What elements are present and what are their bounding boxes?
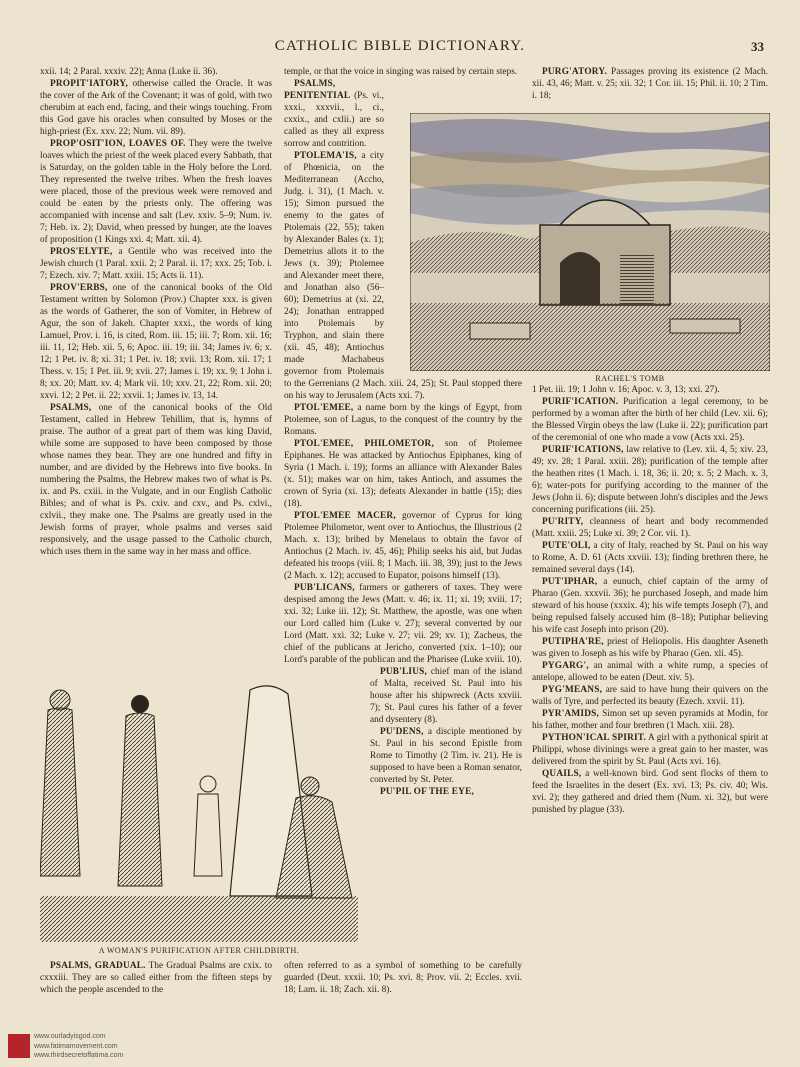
entry-headword: PYTHON'ICAL SPIRIT. — [542, 733, 647, 743]
page-number: 33 — [751, 39, 764, 54]
entry-text: often referred to as a symbol of something to be carefully guarded (Deut. xxxii. 10; Ps. xvi. 8; Prov. vii. 2; Eccles. xvii. 18; Lam. ii. 18; Zach. xii. 8). — [284, 961, 522, 995]
entry-headword: PUB'LICANS, — [294, 583, 355, 593]
entry — [40, 138, 272, 246]
entry — [532, 516, 768, 540]
entry-headword: PTOL'EMEE, PHILOMETOR, — [294, 439, 434, 449]
entry-headword: QUAILS, — [542, 769, 582, 779]
entry-text: priest of Heliopolis. His daughter Aseneth was given to Joseph as his wife by Pharao (Gen. xli. 45). — [532, 637, 768, 659]
entry-text: (Ps. vi., xxxi., xxxvii., l., ci., cxxix., and cxlii.) are so called as they all express sorrow and contrition. — [284, 91, 384, 149]
entry-headword: PURIF'ICATION. — [542, 397, 619, 407]
entry-headword: PYR'AMIDS, — [542, 709, 600, 719]
entry — [284, 960, 522, 996]
entry-headword: PTOL'EMEE MACER, — [294, 511, 396, 521]
entry-headword: PROPIT'IATORY, — [50, 79, 128, 89]
running-title: CATHOLIC BIBLE DICTIONARY. — [274, 38, 526, 54]
footer-url[interactable]: www.fatimamovement.com — [34, 1042, 118, 1050]
entry-text: A girl with a pythonical spirit at Philippi, whose divinings were a great gain to her master, was delivered from the spirit by St. Paul (Acts xvi. 16). — [532, 733, 768, 767]
rachels-tomb-caption: RACHEL'S TOMB — [595, 374, 665, 383]
entry-text: farmers or gatherers of taxes. They were despised among the Jews (Matt. v. 46; ix. 11; xi. 19; xviii. 17; xxi. 32; Luke iii. 12); St. Matthew, the apostle, was one when our Lord called him (Luke v. 27); several converted by our Lord (Matt. xxi. 32; Luke v. 27; vii. 29; xv. 1); Zacheus, the chief of the publicans at Jericho, converted (xix. 1–10); our Lord's parable of the publican and the Pharisee (Luke xviii. 10). — [284, 583, 522, 665]
entry — [532, 684, 768, 708]
entry-headword: PTOLEMA'IS, — [294, 151, 357, 161]
entry-headword: PYGARG', — [542, 661, 589, 671]
rachels-tomb-engraving — [410, 113, 770, 371]
entry-text: a city of Italy, reached by St. Paul on his way to Rome, A. D. 61 (Acts xxviii. 13); finding brethren there, he remained several days (14). — [532, 541, 768, 575]
entry — [40, 960, 272, 996]
page-header — [0, 38, 800, 58]
entry-text: temple, or that the voice in singing was raised by certain steps. — [284, 67, 518, 77]
entry-text: a Gentile who was received into the Jewish church (1 Paral. xxii. 2; 2 Paral. ii. 17; xxx. 25; Tob. i. 7; Ezech. xiv. 7; Matt. xxiii. 15; Acts ii. 11). — [40, 247, 272, 281]
entry-text: a disciple mentioned by St. Paul in his second Epistle from Rome to Timothy (2 Tim. iv. 21). He is supposed to have been a Roman senator, converted by St. Peter. — [370, 727, 522, 785]
entry-text: Passages proving its existence (2 Mach. xii. 43, 46; Matt. v. 25; xii. 32; 1 Cor. iii. 15; Phil. ii. 10; 2 Tim. i. 18; — [532, 67, 768, 101]
entry-text: Purification a legal ceremony, to be performed by a woman after the birth of her child (Lev. xii. 6); the Blessed Virgin obeys the law (Luke ii. 22); purification part of the ceremonial of one who made a vow (Acts xxi. 25). — [532, 397, 768, 443]
entry-text: They were the twelve loaves which the priest of the week placed every Sabbath, that is Saturday, on the golden table in the Holy before the Lord. They represented the twelve tribes. When the fresh loaves were placed, those of the previous week were removed and could be eaten by the priests only. The offering was accompanied with incense and salt (Lev. xxiv. 5–9; Num. iv. 7; Heb. ix. 2); David, when pressed by hunger, ate the loaves of proposition (1 Kings xxi. 4; Matt. xii. 4). — [40, 139, 273, 245]
entry — [40, 282, 272, 402]
entry-headword: PSALMS, GRADUAL. — [50, 961, 146, 971]
entry-text: governor of Cyprus for king Ptolemee Philometor, went over to Antiochus, the Illustrious (2 Mach. x. 13); bribed by Menelaus to obtain the favor of Antiochus (2 Mach. iv. 45, 46); Philip seeks his aid, but Judas defeated his troops (viii. 8; 1 Mach. iii. 38, 39); just to the Jews (2 Mach. x. 12); accused to Eupator, poisons himself (13). — [284, 511, 523, 581]
rachels-tomb-figure — [410, 113, 770, 385]
footer-url[interactable]: www.thirdsecretoffatima.com — [34, 1052, 124, 1059]
entry-headword: PURG'ATORY. — [542, 67, 607, 77]
entry-text: cleanness of heart and body recommended (Matt. xxiii. 25; Luke xi. 39; 2 Cor. vii. 1). — [532, 517, 768, 539]
entry-text: 1 Pet. iii. 19; 1 John v. 16; Apoc. v. 3, 13; xxi. 27). — [532, 385, 720, 395]
entry-headword: PUTIPHA'RE, — [542, 637, 604, 647]
purification-caption: A WOMAN'S PURIFICATION AFTER CHILDBIRTH. — [98, 946, 300, 955]
entry-headword: PUTE'OLI, — [542, 541, 591, 551]
fatima-logo-icon — [8, 1034, 30, 1058]
footer-url[interactable]: www.ourladyisgod.com — [34, 1033, 106, 1040]
entry-text: one of the canonical books of the Old Testament, called in Hebrew Tehillim, that is, hymns of praise. The author of a great part of them was king David, while some are supposed to have been composed by those whose names they bear. They are one hundred and fifty in number, and are divided by the Hebrews into five books. In numbering the Psalms, the Hebrew makes two of what is Ps. ix. and Ps. cxiii. in the Vulgate, and in our English Catholic Bibles; and of what is Ps. cxiv. and cxv., and Ps. cxlvi., cxlvii., they make one. The Psalms are greatly used in the Jewish forms of prayer, whole psalms and verses said responsively, and the usage passed to the Catholic church, which uses them in the same way in her mass and office. — [40, 403, 272, 557]
entry-text: The Gradual Psalms are cxix. to cxxxiii. They are so called either from the fifteen steps by which the people ascended to the — [40, 961, 272, 995]
entry-headword: PSALMS, PENITENTIAL — [284, 79, 351, 101]
entry-text: one of the canonical books of the Old Testament written by Solomon (Prov.) Chapter xxx. is given as the words of Gatherer, the son of Vomiter, in Hebrew of Agur, the son of Jakeh. Chapter xxxi., the words of king Lamuel, Prov. i. 16, is cited, Rom. iii. 15; iii. 7; Rom. xii. 16; iii. 11, 12; Heb. xii. 5, 6; Apoc. iii. 19; iii. 34; James iv. 6; x. 12; 1 Pet. iv. 8; xi. 31; 1 Pet. iv. 18; xvii. 13; Rom. xii. 17; 1 Thess. v. 15; 1 Pet. iii. 9; xvii. 27; James i. 19; xx. 9; 1 John i. 8; xx. 20; Matt. xv. 4; Mark vii. 10; xxv. 21, 22; Rom. xii. 20; xxvi. 12; 2 Pet. ii. 22; xxvii. 1; James iv. 13, 14. — [40, 283, 272, 401]
entry — [532, 66, 768, 102]
footer-urls — [34, 1032, 123, 1061]
entry — [532, 660, 768, 684]
entry — [284, 438, 522, 510]
entry-headword: PROV'ERBS, — [50, 283, 108, 293]
entry — [532, 444, 768, 516]
entry-text: xxii. 14; 2 Paral. xxxiv. 22); Anna (Luke ii. 36). — [40, 67, 218, 77]
entry-headword: PYG'MEANS, — [542, 685, 603, 695]
entry — [284, 510, 522, 582]
entry-text: chief man of the island of Malta, received St. Paul into his house after his shipwreck (Acts xxviii. 7); St. Paul cures his father of a fever and dysentery (8). — [370, 667, 522, 725]
entry-headword: PU'RITY, — [542, 517, 584, 527]
entry-headword: PU'PIL OF THE EYE, — [380, 787, 475, 797]
entry-headword: PROP'OSIT'ION, LOAVES OF. — [50, 139, 186, 149]
entry-headword: PTOL'EMEE, — [294, 403, 354, 413]
entry-text: an animal with a white rump, a species of antelope, allowed to be eaten (Deut. xiv. 5). — [532, 661, 768, 683]
entry — [532, 396, 768, 444]
purification-figure — [40, 676, 358, 960]
entry-text: a city of Phœnicia, on the Mediterranean (Accho, Judg. i. 31), (1 Mach. v. 15); Simon pursued the enemy to the gates of Ptolemais (22, 55); taken by Alexander Bales (x. 1); Demetrius allots it to the Jews (x. 39); Ptolemee and Alexander meet there, and Jonathan also (56–60); Demetrius at (xi. 22, 24); Jonathan entrapped into Ptolemais by Tryphon, and slain there (xii. 45, 48); Antiochus made Machabeus governor from Ptolemais to the Gerrenians (2 Mach. xiii. 24, 25); St. Paul stopped there on his way to Jerusalem (Acts xxi. 7). — [284, 151, 522, 401]
footer-watermark — [8, 1032, 168, 1062]
entry — [532, 708, 768, 732]
entry-text: Simon set up seven pyramids at Modin, for his father, mother and four brethren (1 Mach. xiii. 28). — [532, 709, 768, 731]
entry — [532, 384, 768, 396]
entry — [284, 66, 522, 78]
entry — [40, 78, 272, 138]
entry — [532, 768, 768, 816]
entry-headword: PROS'ELYTE, — [50, 247, 113, 257]
entry — [40, 402, 272, 558]
entry — [284, 402, 522, 438]
entry-text: are said to have hung their quivers on the walls of Tyre, and perfected its beauty (Ezech. xxvii. 11). — [532, 685, 768, 707]
entry-headword: PSALMS, — [50, 403, 92, 413]
entry-text: a well-known bird. God sent flocks of them to feed the Israelites in the desert (Ex. xvi. 13; Ps. civ. 40; Wis. xvi. 2); they gathered and dried them (Num. xi. 32), but were punished by plague (33). — [532, 769, 768, 815]
entry-text: a name born by the kings of Egypt, from Ptolemee, son of Lagus, to the conquest of the country by the Romans. — [284, 403, 522, 437]
entry — [532, 636, 768, 660]
purification-engraving — [40, 676, 358, 942]
entry — [40, 246, 272, 282]
entry — [532, 576, 768, 636]
entry-text: a eunuch, chief captain of the army of Pharao (Gen. xxxvii. 36); he purchased Joseph, and made him steward of his house (xxxix. 4); his wife tempts Joseph (7), and being repulsed falsely accused him (8–18); Putiphar believing his wife cast Joseph into prison (20). — [532, 577, 768, 635]
entry-headword: PUT'IPHAR, — [542, 577, 598, 587]
entry — [532, 540, 768, 576]
bottom-middle-text — [284, 960, 522, 996]
entry — [284, 582, 522, 666]
entry-headword: PURIF'ICATIONS, — [542, 445, 624, 455]
entry-text: otherwise called the Oracle. It was the cover of the Ark of the Covenant; it was of gold, with two cherubim at each end, facing, and their wings touching. From this God gave his oracles when consulted by Moses or the high-priest (Ex. xxv. 22; Num. vii. 89). — [40, 79, 272, 137]
entry-headword: PUB'LIUS, — [380, 667, 428, 677]
bottom-left-text — [40, 960, 272, 996]
entry — [40, 66, 272, 78]
entry-text: son of Ptolemee Epiphanes. He was attacked by Antiochus Epiphanes, king of Syria (1 Mach. i. 19); forms an alliance with Alexander Bales (x. 51); makes war on him, takes Antioch, and assumes the crown of Syria (xi. 13); defeats Alexander in battle (15); dies (18). — [284, 439, 522, 509]
entry-text: law relative to (Lev. xii. 4, 5; xiv. 23, 49; xv. 28; 1 Paral. xxiii. 28); purification of the temple after the heathen rites (1 Mach. i. 18, 36; ii. 20; x. 5; 2 Mach. x. 3, 6); water-pots for purifying according to the manner of the Jews (John ii. 6); dispute between John's disciples and the Jews concerning purifications (iii. 25). — [532, 445, 768, 515]
entry — [532, 732, 768, 768]
entry-headword: PU'DENS, — [380, 727, 424, 737]
